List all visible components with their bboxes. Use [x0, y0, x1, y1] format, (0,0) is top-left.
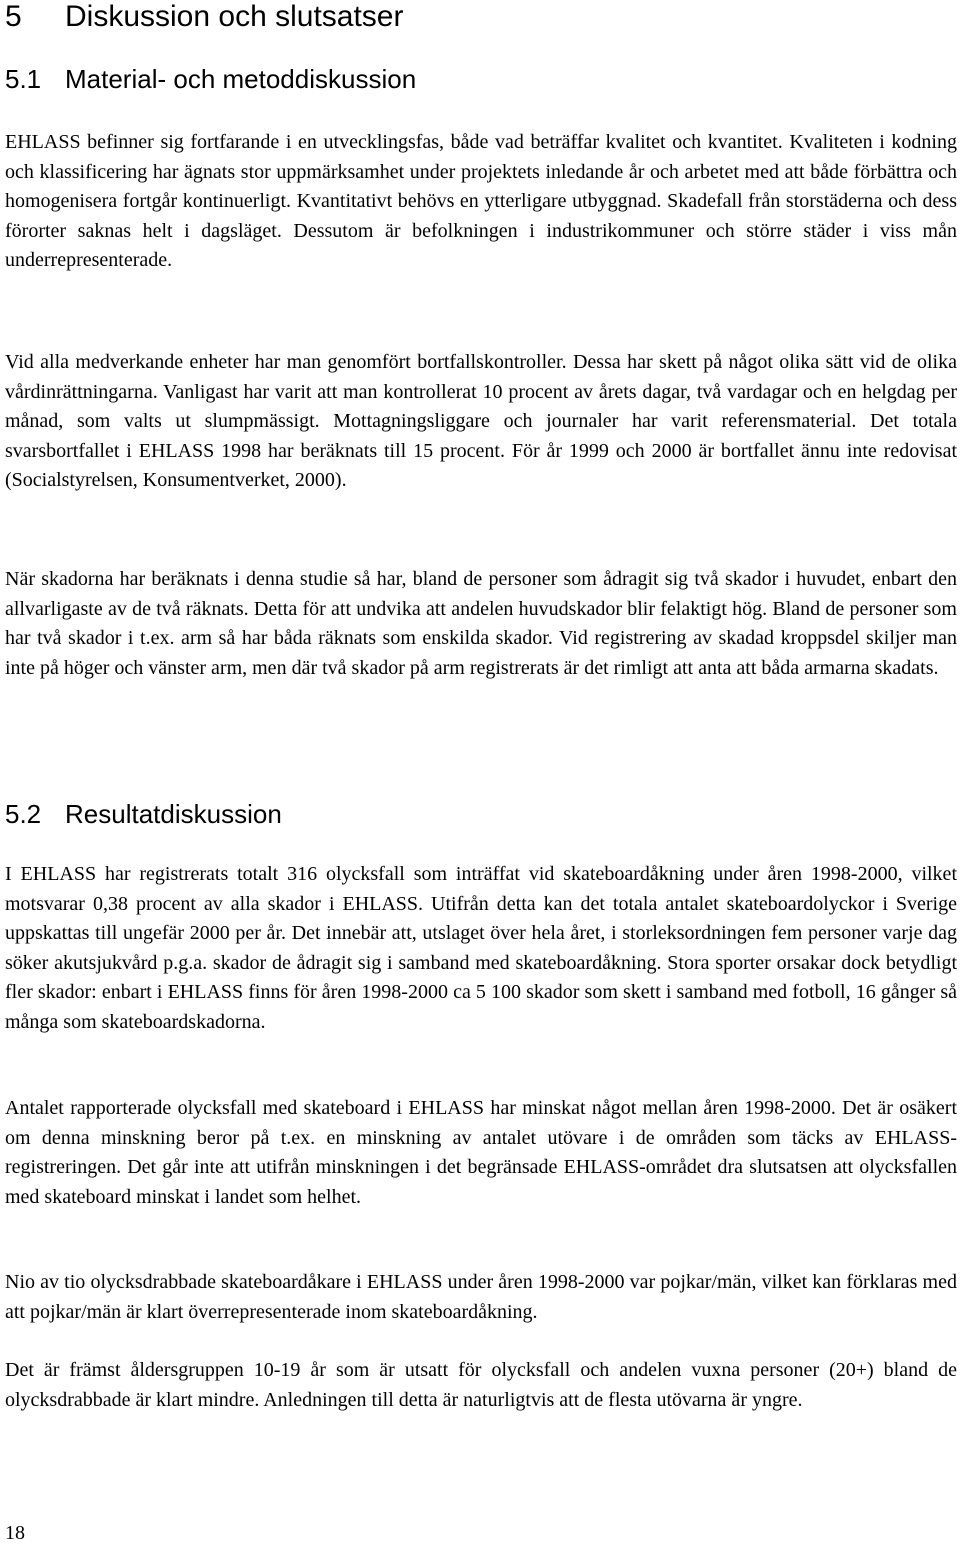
section-heading-5-1	[5, 64, 416, 94]
section-heading-5-2	[5, 799, 282, 829]
paragraph: När skadorna har beräknats i denna studie så har, bland de personer som ådragit sig två skador i huvudet, enbart den allvarligaste av de två räknats. Detta för att undvika att andelen huvudskador blir felaktigt hög. Bland de personer som har två skador i t.ex. arm så har båda räknats som enskilda skador. Vid registrering av skadad kroppsdel skiljer man inte på höger och vänster arm, men där två skador på arm registrerats är det rimligt att anta att båda armarna skadats.	[5, 568, 957, 679]
section-title: Material- och metoddiskussion	[65, 64, 417, 94]
paragraph: Nio av tio olycksdrabbade skateboardåkare i EHLASS under åren 1998-2000 var pojkar/män, vilket kan förklaras med att pojkar/män är klart överrepresenterade inom skateboardåkning.	[5, 1271, 957, 1323]
section-number: 5.1	[5, 64, 42, 94]
chapter-heading	[5, 0, 403, 34]
paragraph: Antalet rapporterade olycksfall med skateboard i EHLASS har minskat något mellan åren 1998-2000. Det är osäkert om denna minskning beror på t.ex. en minskning av antalet utövare i de områden som täcks av EHLASS-registreringen. Det går inte att utifrån minskningen i det begränsade EHLASS-området dra slutsatsen att olycksfallen med skateboard minskat i landet som helhet.	[5, 1097, 957, 1208]
paragraph: Vid alla medverkande enheter har man genomfört bortfallskontroller. Dessa har skett på något olika sätt vid de olika vårdinrättningarna. Vanligast har varit att man kontrollerat 10 procent av årets dagar, två vardagar och en helgdag per månad, som valts ut slumpmässigt. Mottagningsliggare och journaler har varit referensmaterial. Det totala svarsbortfallet i EHLASS 1998 har beräknats till 15 procent. För år 1999 och 2000 är bortfallet ännu inte redovisat (Socialstyrelsen, Konsumentverket, 2000).	[5, 351, 957, 491]
section-number: 5.2	[5, 799, 42, 829]
section-title: Resultatdiskussion	[65, 799, 282, 829]
paragraph: EHLASS befinner sig fortfarande i en utvecklingsfas, både vad beträffar kvalitet och kvantitet. Kvaliteten i kodning och klassificering har ägnats stor uppmärksamhet under projektets inledande år och arbetet med att både förbättra och homogenisera fortgår kontinuerligt. Kvantitativt behövs en ytterligare utbyggnad. Skadefall från storstäderna och dess förorter saknas helt i dagsläget. Dessutom är befolkningen i industrikommuner och större städer i viss mån underrepresenterade.	[5, 131, 957, 271]
chapter-title: Diskussion och slutsatser	[65, 0, 404, 33]
paragraph: I EHLASS har registrerats totalt 316 olycksfall som inträffat vid skateboardåkning under åren 1998-2000, vilket motsvarar 0,38 procent av alla skador i EHLASS. Utifrån detta kan det totala antalet skateboardolyckor i Sverige uppskattas till ungefär 2000 per år. Det innebär att, utslaget över hela året, i storleksordningen fem personer varje dag söker akutsjukvård p.g.a. skador de ådragit sig i samband med skateboardåkning. Stora sporter orsakar dock betydligt fler skador: enbart i EHLASS finns för åren 1998-2000 ca 5 100 skador som skett i samband med fotboll, 16 gånger så många som skateboardskadorna.	[5, 863, 957, 1033]
paragraph: Det är främst åldersgruppen 10-19 år som är utsatt för olycksfall och andelen vuxna personer (20+) bland de olycksdrabbade är klart mindre. Anledningen till detta är naturligtvis att de flesta utövarna är yngre.	[5, 1359, 957, 1411]
chapter-number: 5	[5, 0, 22, 33]
page-number: 18	[5, 1522, 25, 1544]
